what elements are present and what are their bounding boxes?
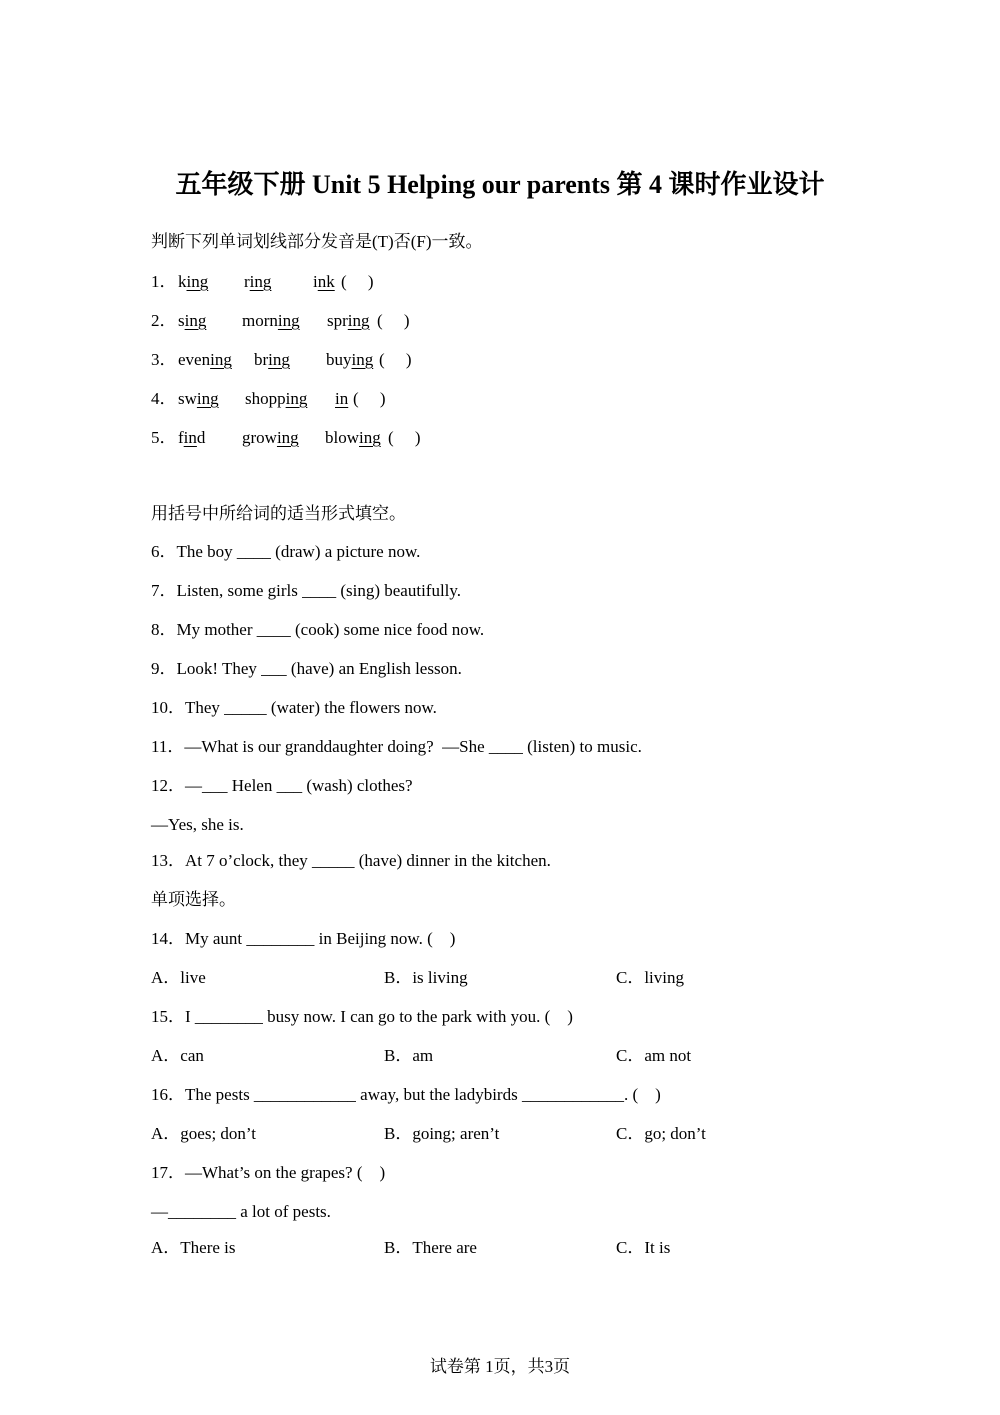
- word-part: spr: [327, 311, 348, 330]
- underlined-part: ing: [196, 389, 219, 408]
- word: [325, 427, 381, 449]
- underlined-part: ing: [268, 350, 290, 369]
- fill-blank-item: 8．My mother ____ (cook) some nice food now.: [151, 620, 485, 639]
- word-part: k: [178, 272, 187, 291]
- word-part: buy: [326, 350, 352, 369]
- fill-blank-item: 13．At 7 o’clock, they _____ (have) dinner in the kitchen.: [151, 851, 551, 870]
- fill-blank-item: —Yes, she is.: [151, 815, 244, 834]
- answer-option: C．go; don’t: [616, 1124, 706, 1143]
- item-number: 4．: [151, 389, 177, 408]
- question-stem: —________ a lot of pests.: [151, 1202, 331, 1221]
- word-part: s: [178, 311, 185, 330]
- underlined-part: ing: [276, 428, 299, 447]
- underlined-part: ing: [359, 428, 381, 447]
- answer-option: A．There is: [151, 1238, 236, 1257]
- underlined-part: ing: [184, 311, 207, 330]
- question-stem: 17．—What’s on the grapes? ( ): [151, 1163, 386, 1182]
- answer-option: B．am: [384, 1046, 434, 1065]
- word: [335, 388, 348, 410]
- section-heading-fill-blank: 用括号中所给词的适当形式填空。: [151, 504, 406, 523]
- underlined-part: ing: [186, 272, 209, 291]
- word-part: even: [178, 350, 211, 369]
- answer-paren: ( ): [341, 272, 374, 291]
- question-stem: 15．I ________ busy now. I can go to the park with you. ( ): [151, 1007, 573, 1026]
- section-heading-multiple-choice: 单项选择。: [151, 890, 236, 909]
- word-part: morn: [242, 311, 278, 330]
- underlined-part: ing: [210, 350, 232, 369]
- answer-option: C．It is: [616, 1238, 671, 1257]
- answer-option: A．goes; don’t: [151, 1124, 256, 1143]
- word: [254, 349, 290, 371]
- word: [178, 388, 219, 410]
- answer-option: A．live: [151, 968, 206, 987]
- fill-blank-item: 7．Listen, some girls ____ (sing) beautifully.: [151, 581, 462, 600]
- word: [178, 271, 208, 293]
- section-heading-pronunciation: 判断下列单词划线部分发音是(T)否(F)一致。: [151, 232, 483, 251]
- word-part: sw: [178, 389, 197, 408]
- word: [178, 349, 232, 371]
- item-number: 1．: [151, 272, 177, 291]
- word: [178, 427, 205, 449]
- word: [242, 310, 300, 332]
- answer-paren: ( ): [353, 389, 386, 408]
- answer-option: A．can: [151, 1046, 204, 1065]
- word-part: i: [313, 272, 318, 291]
- word: [313, 271, 335, 293]
- fill-blank-item: 6．The boy ____ (draw) a picture now.: [151, 542, 421, 561]
- word-part: r: [244, 272, 250, 291]
- word: [326, 349, 373, 371]
- item-number: 5．: [151, 428, 177, 447]
- word: [327, 310, 370, 332]
- page-title: 五年级下册 Unit 5 Helping our parents 第 4 课时作业设计: [175, 170, 825, 199]
- item-number: 3．: [151, 350, 177, 369]
- word-part: grow: [242, 428, 277, 447]
- answer-paren: ( ): [377, 311, 410, 330]
- fill-blank-item: 9．Look! They ___ (have) an English lesson.: [151, 659, 462, 678]
- answer-option: B．There are: [384, 1238, 477, 1257]
- word: [245, 388, 307, 410]
- word-part: blow: [325, 428, 359, 447]
- underlined-part: ing: [285, 389, 308, 408]
- fill-blank-item: 10．They _____ (water) the flowers now.: [151, 698, 437, 717]
- underlined-part: nk: [317, 272, 335, 291]
- underlined-part: in: [335, 389, 349, 408]
- word-part: shopp: [245, 389, 286, 408]
- underlined-part: ing: [277, 311, 300, 330]
- underlined-part: ing: [249, 272, 272, 291]
- item-number: 2．: [151, 311, 177, 330]
- fill-blank-item: 11．—What is our granddaughter doing? —She ____ (listen) to music.: [151, 737, 642, 756]
- answer-option: C．living: [616, 968, 685, 987]
- answer-option: C．am not: [616, 1046, 692, 1065]
- question-stem: 14．My aunt ________ in Beijing now. ( ): [151, 929, 456, 948]
- word-part: d: [196, 428, 206, 447]
- underlined-part: in: [183, 428, 197, 447]
- answer-paren: ( ): [388, 428, 421, 447]
- word-part: f: [178, 428, 184, 447]
- page-footer: 试卷第 1页，共3页: [429, 1357, 571, 1376]
- underlined-part: ing: [347, 311, 370, 330]
- underlined-part: ing: [351, 350, 374, 369]
- word: [242, 427, 299, 449]
- word: [244, 271, 271, 293]
- question-stem: 16．The pests ____________ away, but the ladybirds ____________. ( ): [151, 1085, 661, 1104]
- answer-option: B．is living: [384, 968, 468, 987]
- word: [178, 310, 206, 332]
- word-part: br: [254, 350, 269, 369]
- fill-blank-item: 12．—___ Helen ___ (wash) clothes?: [151, 776, 413, 795]
- answer-option: B．going; aren’t: [384, 1124, 500, 1143]
- answer-paren: ( ): [379, 350, 412, 369]
